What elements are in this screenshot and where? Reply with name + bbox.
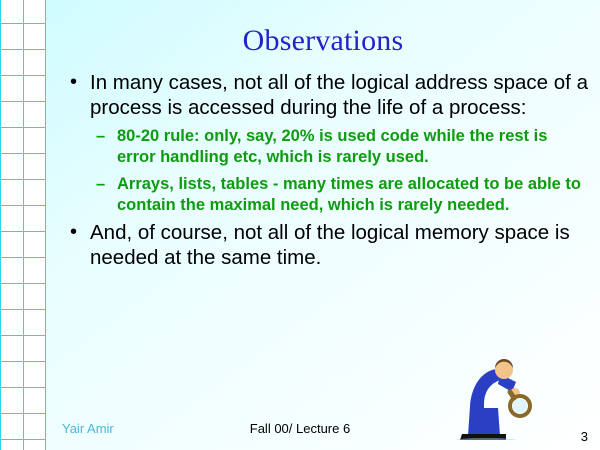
sub-bullet-item-2	[90, 174, 588, 216]
bullet-list-level-2	[90, 126, 588, 216]
bullet-text: And, of course, not all of the logical memory space is needed at the same time.	[90, 221, 570, 269]
bullet-marker-icon: •	[70, 71, 78, 93]
sub-bullet-item-1	[90, 126, 588, 168]
bullet-item-2	[62, 220, 588, 270]
sub-bullet-text: 80-20 rule: only, say, 20% is used code while the rest is error handling etc, which is rarely used.	[117, 127, 548, 166]
dash-marker-icon: –	[96, 175, 106, 193]
grid-band-edge	[45, 0, 46, 450]
footer-author: Yair Amir	[62, 421, 114, 436]
slide-title: Observations	[242, 24, 404, 57]
sub-bullet-text: Arrays, lists, tables - many times are allocated to be able to contain the maximal need, which is rarely needed.	[117, 175, 582, 214]
bullet-marker-icon: •	[70, 221, 78, 243]
bullet-text: In many cases, not all of the logical address space of a process is accessed during the life of a process:	[90, 71, 588, 119]
bullet-list-level-1	[62, 70, 588, 270]
bullet-item-1	[62, 70, 588, 216]
slide-content	[62, 70, 588, 272]
dash-marker-icon: –	[96, 127, 106, 145]
footer-page-number: 3	[580, 429, 588, 444]
decorative-grid-band	[0, 0, 46, 450]
footer-course-info: Fall 00/ Lecture 6	[249, 421, 351, 436]
